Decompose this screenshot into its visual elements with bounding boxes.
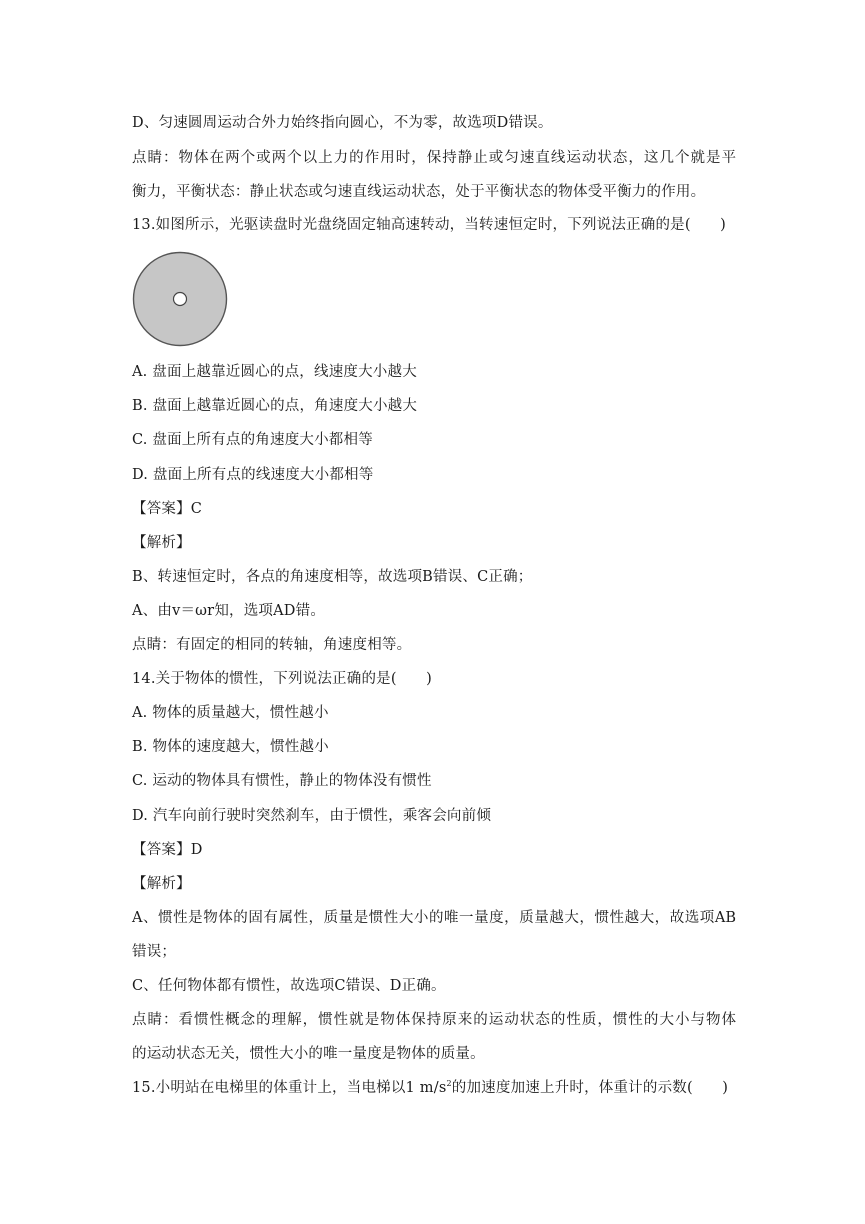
q14-analysis-line-3: C、任何物体都有惯性，故选项C错误、D正确。	[132, 978, 446, 994]
q14-answer: 【答案】D	[132, 842, 203, 858]
q14-stem: 14.关于物体的惯性，下列说法正确的是( )	[132, 671, 432, 687]
q13-analysis-line-1: B、转速恒定时，各点的角速度相等，故选项B错误、C正确；	[132, 569, 533, 585]
q14-option-b: B. 物体的速度越大，惯性越小	[132, 739, 329, 755]
q14-option-a: A. 物体的质量越大，惯性越小	[132, 705, 329, 721]
cd-disc-icon	[132, 251, 228, 347]
q15-stem-part-1: 15.小明站在电梯里的体重计上，当电梯以1 m/s	[132, 1080, 447, 1096]
q15-stem	[132, 1078, 728, 1098]
prev-option-d: D、匀速圆周运动合外力始终指向圆心，不为零，故选项D错误。	[132, 115, 553, 131]
q14-analysis-line-2: 错误；	[132, 944, 177, 960]
q13-analysis-title: 【解析】	[132, 535, 191, 551]
q15-stem-part-2: 的加速度加速上升时，体重计的示数( )	[451, 1080, 729, 1096]
q14-option-d: D. 汽车向前行驶时突然刹车，由于惯性，乘客会向前倾	[132, 808, 492, 824]
prev-comment-line-2: 衡力，平衡状态：静止状态或匀速直线运动状态，处于平衡状态的物体受平衡力的作用。	[132, 184, 706, 200]
q13-analysis-line-2: A、由v＝ωr知，选项AD错。	[132, 603, 326, 619]
prev-comment-line-1: 点睛：物体在两个或两个以上力的作用时，保持静止或匀速直线运动状态，这几个就是平	[132, 150, 736, 166]
q13-option-c: C. 盘面上所有点的角速度大小都相等	[132, 432, 373, 448]
q14-comment-line-1: 点睛：看惯性概念的理解，惯性就是物体保持原来的运动状态的性质，惯性的大小与物体	[132, 1012, 736, 1028]
q14-option-c: C. 运动的物体具有惯性，静止的物体没有惯性	[132, 773, 432, 789]
q14-analysis-line-1: A、惯性是物体的固有属性，质量是惯性大小的唯一量度，质量越大，惯性越大，故选项AB	[132, 910, 736, 926]
q14-comment-line-2: 的运动状态无关，惯性大小的唯一量度是物体的质量。	[132, 1046, 485, 1062]
q13-option-d: D. 盘面上所有点的线速度大小都相等	[132, 467, 374, 483]
q15-stem-superscript: 2	[446, 1079, 452, 1089]
q14-analysis-title: 【解析】	[132, 876, 191, 892]
q13-answer: 【答案】C	[132, 501, 203, 517]
q13-comment: 点睛：有固定的相同的转轴，角速度相等。	[132, 637, 412, 653]
q13-option-a: A. 盘面上越靠近圆心的点，线速度大小越大	[132, 364, 417, 380]
q13-option-b: B. 盘面上越靠近圆心的点，角速度大小越大	[132, 398, 418, 414]
q13-stem: 13.如图所示，光驱读盘时光盘绕固定轴高速转动，当转速恒定时，下列说法正确的是( )	[132, 217, 726, 233]
